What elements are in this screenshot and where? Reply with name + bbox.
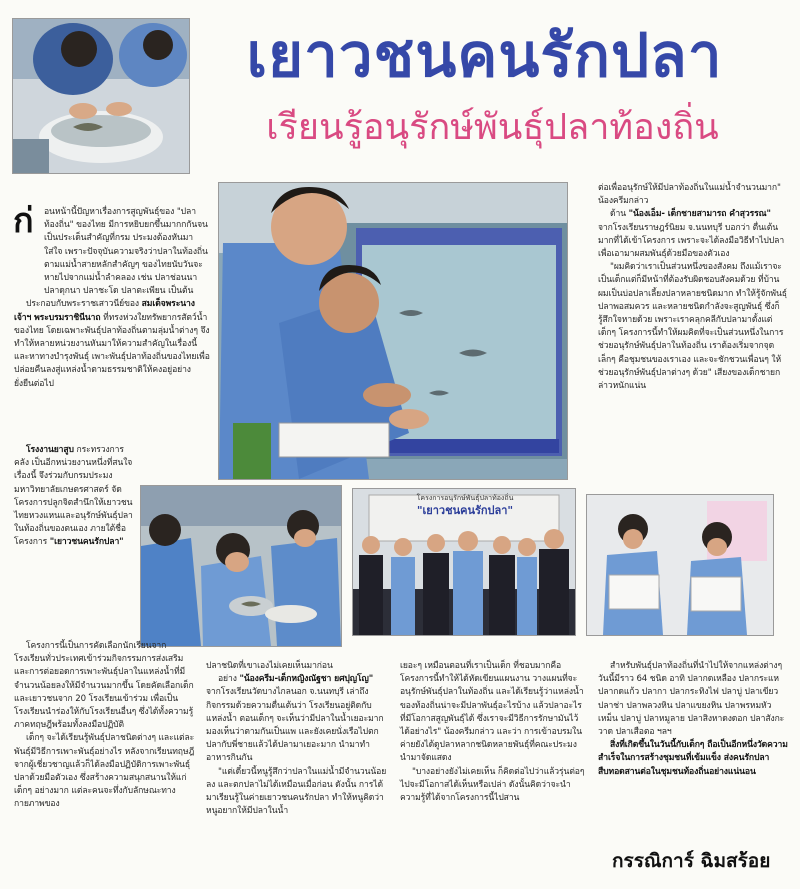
banner-text bbox=[371, 494, 559, 519]
col5-paragraph-1: ต่อเพื่ออนุรักษ์ให้มีปลาท้องถิ่นในแม่น้ำจำนวนมาก" น้องครีมกล่าว bbox=[598, 183, 781, 207]
col1-p2-rest: ที่ทรงห่วงใยทรัพยากรสัตว์น้ำของไทย โดยเฉพาะพันธุ์ปลาท้องถิ่นตามลุ่มน้ำต่างๆ จึงทำให้หลายหน่วยงานหันมาให้ความสำคัญในเรื่องนี้ และหาทางบำรุงพันธุ์ เพาะพันธุ์ปลาท้องถิ่นของไทยเพื่อปล่อยคืนลงสู่แหล่งน้ำตามธรรมชาติให้คงอยู่อย่างยั่งยืนต่อไป bbox=[14, 312, 210, 389]
col5-p2-lead: ด้าน bbox=[610, 209, 629, 220]
photo-girls-fish bbox=[140, 485, 342, 647]
headline: เยาวชนคนรักปลา bbox=[246, 21, 723, 91]
photo-boys-aquarium bbox=[218, 182, 568, 480]
col5-paragraph-2 bbox=[598, 208, 788, 261]
col4-paragraph-2: สิ่งที่เกิดขึ้นในวันนี้กับเด็กๆ ถือเป็นอีกหนึ่งวัดความสำเร็จในการสร้างชุมชนที่เข้มแข็ง ส่งคนรักปลาสืบทอดสานต่อในชุมชนท้องถิ่นอย่างแน่นอน bbox=[598, 740, 788, 777]
photo-kids-basin bbox=[12, 18, 190, 174]
article-column-2 bbox=[206, 660, 390, 818]
col1-paragraph-4: โครงการนี้เป็นการคัดเลือกนักเรียนจากโรงเรียนทั่วประเทศเข้าร่วมกิจกรรมการส่งเสริม และการต่อยอดการเพาะพันธุ์ปลาในแหล่งน้ำที่มีจำนวนน้อยลงให้มีจำนวนมากขึ้น โดยคัดเลือกเด็กและเยาวชนจาก 20 โรงเรียนเข้าร่วม เพื่อเป็นโรงเรียนนำร่องให้กับโรงเรียนอื่นๆ ซึ่งได้ทั้งความรู้ภาคทฤษฎีพร้อมทั้งลงมือปฏิบัติ bbox=[14, 641, 194, 731]
col2-p2-lead: อย่าง bbox=[218, 674, 240, 685]
byline: กรรณิการ์ ฉิมสร้อย bbox=[612, 850, 771, 872]
banner-line-2: "เยาวชนคนรักปลา" bbox=[416, 504, 514, 517]
col3-paragraph-1: เยอะๆ เหมือนตอนที่เราเป็นเด็ก ที่ชอบมากคือโครงการนี้ทำให้ได้หัดเขียนแผนงาน วางแผนที่จะอนุรักษ์พันธุ์ปลาในท้องถิ่น และได้เรียนรู้ว่าแหล่งน้ำของท้องถิ่นน่าจะมีปลาพันธุ์อะไรบ้าง แล้วปลาอะไรที่มีโอกาสสูญพันธุ์ได้ ซึ่งเราจะมีวิธีการรักษามันไว้ได้อย่างไร" น้องครีมกล่าว และว่า การเข้าอบรมในค่ายยังได้ดูปลาหลากชนิดหลายพันธุ์ที่คณะประมงนำมาจัดแสดง bbox=[400, 661, 584, 764]
col1-p3-org: โรงงานยาสูบ bbox=[26, 445, 74, 455]
col1-paragraph-5: เด็กๆ จะได้เรียนรู้พันธุ์ปลาชนิดต่างๆ และแต่ละพันธุ์มีวิธีการเพาะพันธุ์อย่างไร หลังจากเรียนทฤษฎีจากผู้เชี่ยวชาญแล้วก็ได้ลงมือปฏิบัติการเพาะพันธุ์ปลาด้วยมือตัวเอง ซึ่งสร้างความสนุกสนานให้แก่เด็กๆ อย่างมาก แต่ละคนจะทึ่งกับลักษณะทางกายภาพของ bbox=[14, 733, 195, 810]
article-column-1 bbox=[13, 201, 210, 391]
col1-p2-lead: ประกอบกับพระราชเสาวนีย์ของ bbox=[26, 299, 142, 310]
col2-p2-rest: จากโรงเรียนวัดบางไกลนอก จ.นนทบุรี เล่าถึงกิจกรรมด้วยความตื่นเต้นว่า โรงเรียนอยู่ติดกับแหล่งน้ำ ตอนเด็กๆ จะเห็นว่ามีปลาในน้ำเยอะมาก มองเห็นว่าตามกันเป็นแพ และยังเคยนั่งเรือไปตกปลากับพี่ชายแล้วได้ปลามาเยอะมาก นำมาทำอาหารกินกัน bbox=[206, 687, 384, 764]
banner-line-1: โครงการอนุรักษ์พันธุ์ปลาท้องถิ่น bbox=[416, 494, 514, 502]
col5-p2-speaker: "น้องเอ็ม- เด็กชายสามารถ คำสุวรรณ" bbox=[628, 209, 771, 220]
col1-p2-royal-name: สมเด็จพระนางเจ้าฯ พระบรมราชินีนาถ bbox=[14, 299, 195, 323]
col1-paragraph-3 bbox=[14, 444, 136, 550]
article-column-4 bbox=[598, 660, 788, 779]
drop-cap: ก่ bbox=[13, 201, 34, 241]
col5-p2-rest: จากโรงเรียนราษฎร์นิยม จ.นนทบุรี บอกว่า ตื่นเต้นมากที่ได้เข้าโครงการ เพราะจะได้ลงมือวิธีทำไปปลาเพื่อเอามาผสมพันธุ์ด้วยมือของตัวเอง bbox=[598, 222, 785, 260]
col2-paragraph-2 bbox=[206, 673, 390, 765]
article-column-1b bbox=[14, 444, 136, 550]
col1-p3-rest: กระทรวงการคลัง เป็นอีกหน่วยงานหนึ่งที่สนใจเรื่องนี้ จึงร่วมกับกรมประมง มหาวิทยาลัยเกษตรศาสตร์ จัดโครงการปลูกจิตสำนึกให้เยาวชนไทยหวงแหนและอนุรักษ์พันธุ์ปลาในท้องถิ่นของตนเอง ภายใต้ชื่อโครงการ bbox=[14, 445, 133, 548]
col5-paragraph-3: "ผมคิดว่าเราเป็นส่วนหนึ่งของสังคม ถึงแม้เราจะเป็นเด็กแต่ก็มีหน้าที่ต้องรับผิดชอบสังคมด้วย ที่บ้านผมเป็นบ่อปลาเลี้ยงปลาหลายชนิดมาก ทำให้รู้จักพันธุ์ปลาพอสมควร และหลายชนิดกำลังจะสูญพันธุ์ ซึ่งก็รู้สึกใจหายด้วย เพราะเราคลุกคลีกับปลามาตั้งแต่เด็กๆ โครงการนี้ทำให้ผมคิดที่จะเป็นส่วนหนึ่งในการช่วยอนุรักษ์พันธุ์ปลาในท้องถิ่น เราต้องเริ่มจากจุดเล็กๆ คือชุมชนของเราเอง และจะชักชวนเพื่อนๆ ให้ช่วยอนุรักษ์พันธุ์ปลาต่างๆ ด้วย" เสียงของเด็กชายกล่าวหนักแน่น bbox=[598, 262, 787, 392]
photo-group bbox=[352, 488, 576, 636]
col2-paragraph-1: ปลาชนิดที่เขาเองไม่เคยเห็นมาก่อน bbox=[206, 661, 333, 671]
article-column-3 bbox=[400, 660, 586, 805]
article-column-5 bbox=[598, 182, 788, 393]
col1-paragraph-1: อนหน้านี้ปัญหาเรื่องการสูญพันธุ์ของ "ปลาท้องถิ่น" ของไทย มีการหยิบยกขึ้นมากกกันจนเป็นประเด็นสำคัญที่กรม ประมงต้องหันมาใส่ใจ เพราะปัจจุบันความจริงว่าปลาในท้องถิ่นตามแม่น้ำสายหลักสำคัญๆ ของไทยนับวันจะหายไปจากแม่น้ำลำคลอง เช่น ปลาช่อนนา ปลาดุกนา ปลาชะโด ปลาตะเพียน เป็นต้น bbox=[44, 207, 208, 297]
photo-certificates bbox=[586, 494, 774, 636]
col1-paragraph-2 bbox=[14, 298, 210, 390]
col1-p3-project: "เยาวชนคนรักปลา" bbox=[49, 537, 124, 548]
col2-p2-speaker: "น้องครีม-เด็กหญิงณัฐชา ยศปุญโญ" bbox=[239, 674, 374, 685]
article-column-1c bbox=[14, 640, 196, 812]
subheadline: เรียนรู้อนุรักษ์พันธุ์ปลาท้องถิ่น bbox=[266, 107, 719, 148]
col4-paragraph-1: สำหรับพันธุ์ปลาท้องถิ่นที่นำไปให้จากแหล่งต่างๆ วันนี้มีราว 64 ชนิด อาทิ ปลากดเหลือง ปลากระแห ปลากดแก้ว ปลากา ปลากระทิงไฟ ปลาบู่ ปลาเขียว ปลาช่า ปลาพลวงหิน ปลาแขยงหิน ปลาพรหมหัวเหม็น ปลาบู่ ปลาหมูลาย ปลาสิงหาดงดอก ปลาสังกะวาด ปลาเสือตอ ฯลฯ bbox=[598, 661, 785, 738]
col3-paragraph-2: "บางอย่างยังไม่เคยเห็น ก็คิดต่อไปว่าแล้วรุ่นต่อๆ ไปจะมีโอกาสได้เห็นหรือเปล่า ดังนั้นคิดว่าจะนำความรู้ที่ได้จากโครงการนี้ไปสาน bbox=[400, 766, 585, 804]
col2-paragraph-3: "แต่เดี๋ยวนี้หนูรู้สึกว่าปลาในแม่น้ำมีจำนวนน้อยลง และตกปลาไม่ได้เหมือนเมื่อก่อน ดังนั้น การได้มาเรียนรู้ในค่ายเยาวชนคนรักปลา ทำให้หนูคิดว่าหนูอยากให้มีปลาในน้ำ bbox=[206, 766, 387, 817]
